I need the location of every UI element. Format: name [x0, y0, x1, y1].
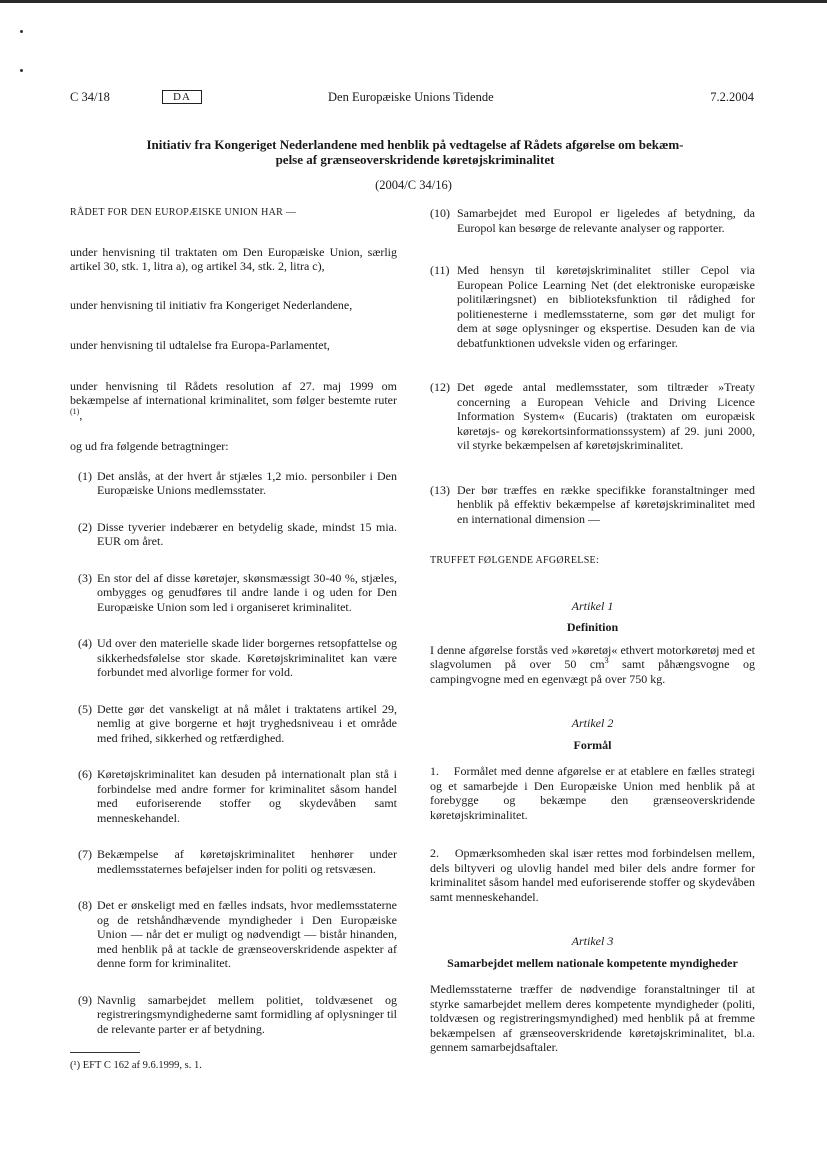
recital-number: (3) — [78, 570, 92, 585]
footnote: (¹) EFT C 162 af 9.6.1999, s. 1. — [70, 1060, 202, 1071]
right-column — [430, 206, 758, 1055]
recital-number: (12) — [430, 380, 450, 394]
recital-text: Der bør træffes en række specifikke foranstaltninger med henblik på effektiv bekæmpelse af køretøjskriminalitet med en international dimension — — [457, 482, 755, 526]
recital-item — [430, 483, 755, 527]
whereas-clause: og ud fra følgende betragtninger: — [70, 439, 229, 453]
article-2-paragraph-1: 1. Formålet med denne afgørelse er at etablere en fælles strategi og et samarbejde i Den Europæiske Union med henblik på at forebygge og bekæmpe den grænseoverskridende køretøjskriminalitet. — [430, 764, 758, 822]
language-code-box: DA — [162, 90, 202, 104]
document-number: (2004/C 34/16) — [375, 178, 452, 192]
recital-text: Dette gør det vanskeligt at nå målet i traktatens artikel 29, nemlig at give borgerne et højt tryghedsniveau i et område med frihed, sikkerhed og retfærdighed. — [97, 701, 397, 745]
recital-number: (10) — [430, 206, 450, 220]
article-1-title: Definition — [566, 620, 619, 634]
scan-speck — [20, 69, 23, 72]
journal-reference: C 34/18 — [70, 90, 110, 104]
title-line-1: Initiativ fra Kongeriget Nederlandene med henblik på vedtagelse af Rådets afgørelse om bekæm- — [146, 137, 684, 152]
article-3-title: Samarbejdet mellem nationale kompetente myndigheder — [447, 955, 738, 970]
recital-item — [430, 380, 755, 453]
recital-item — [70, 520, 397, 549]
recital-number: (4) — [78, 636, 92, 650]
recital-resolution-text: under henvisning til Rådets resolution af 27. maj 1999 om bekæmpelse af international kriminalitet, som følger bestemte ruter — [70, 378, 397, 407]
recital-number: (9) — [78, 992, 92, 1007]
recital-item — [70, 847, 397, 876]
recital-treaty: under henvisning til traktaten om Den Europæiske Union, særlig artikel 30, stk. 1, litra a), og artikel 34, stk. 2, litra c), — [70, 244, 397, 273]
article-2-title: Formål — [573, 737, 612, 752]
article-1-text-b: samt påhængsvogne og campingvogne med en egenvægt på over 750 kg. — [430, 657, 755, 686]
recital-number: (5) — [78, 701, 92, 716]
recital-resolution-end: , — [79, 407, 83, 422]
recital-item — [70, 571, 397, 615]
recital-item — [430, 263, 755, 350]
recital-number: (7) — [78, 847, 92, 861]
recital-item — [70, 898, 397, 971]
recital-item — [70, 636, 397, 680]
article-2-paragraph-2: 2. Opmærksomheden skal især rettes mod forbindelsen mellem, dels biltyveri og ulovlig handel med biler dels andre former for kriminalitet såsom handel med euforiserende stoffer og skydevåben samt menneskehandel. — [430, 846, 758, 904]
recital-number: (2) — [78, 519, 92, 534]
article-1-text-a: I denne afgørelse forstås ved »køretøj« ethvert motorkøretøj med et slagvolumen på over 50 cm — [430, 642, 755, 671]
footnote-rule — [70, 1052, 140, 1053]
recital-item — [70, 702, 397, 746]
recital-text: En stor del af disse køretøjer, skønsmæssigt 30-40 %, stjæles, ombygges og genudføres til andre lande i og uden for Den Europæiske Union som led i organiseret kriminalitet. — [97, 570, 397, 614]
recital-number: (8) — [78, 898, 92, 912]
preamble-intro: RÅDET FOR DEN EUROPÆISKE UNION HAR — — [70, 207, 297, 218]
recital-item — [430, 206, 755, 235]
document-title — [95, 137, 735, 167]
publication-date: 7.2.2004 — [710, 90, 754, 104]
recital-text: Disse tyverier indebærer en betydelig skade, mindst 15 mia. EUR om året. — [97, 519, 397, 548]
article-3-heading: Artikel 3 — [571, 934, 614, 948]
article-1-heading: Artikel 1 — [571, 598, 614, 613]
recital-text: Bekæmpelse af køretøjskriminalitet henhører under medlemsstaternes beføjelser inden for politi og retsvæsen. — [97, 847, 397, 876]
article-1-text — [430, 643, 755, 687]
recital-text: Det anslås, at der hvert år stjæles 1,2 mio. personbiler i Den Europæiske Unions medlemsstater. — [97, 468, 397, 497]
recital-number: (11) — [430, 263, 450, 277]
recital-text: Samarbejdet med Europol er ligeledes af betydning, da Europol kan besørge de relevante analyser og rapporter. — [457, 206, 755, 235]
recital-text: Med hensyn til køretøjskriminalitet stiller Cepol via European Police Learning Net (det elektroniske europæiske politilæringsnet) en biblioteksfunktion til rådighed for politienesterne i medlemsstaterne, som gør det muligt for dem at søge oplysninger og ekspertise. Desuden kan de via debatfunktionen udveksle viden og erfaringer. — [457, 263, 755, 350]
recital-resolution — [70, 379, 397, 423]
scan-speck — [20, 30, 23, 33]
recital-text: Det øgede antal medlemsstater, som tiltræder »Treaty concerning a European Vehicle and Driving Licence Information System« (Eucaris) (traktaten om europæisk køretøjs- og kørekortsinformationssystem) af 29. juni 2000, vil styrke bekæmpelsen af køretøjskriminalitet. — [457, 380, 755, 452]
top-rule — [0, 0, 827, 3]
recital-number: (1) — [78, 468, 92, 483]
adoption-clause: TRUFFET FØLGENDE AFGØRELSE: — [430, 555, 600, 566]
recital-initiative: under henvisning til initiativ fra Kongeriget Nederlandene, — [70, 297, 353, 312]
recital-text: Navnlig samarbejdet mellem politiet, toldvæsenet og registreringsmyndighederne samt formidling af oplysninger til de relevante parter er af betydning. — [97, 992, 397, 1036]
recital-parliament: under henvisning til udtalelse fra Europa-Parlamentet, — [70, 338, 330, 352]
running-header — [70, 90, 754, 106]
recital-number: (13) — [430, 482, 450, 497]
recital-item — [70, 993, 397, 1037]
article-2-heading: Artikel 2 — [571, 716, 614, 730]
article-3-text: Medlemsstaterne træffer de nødvendige foranstaltninger til at styrke samarbejdet mellem deres kompetente myndigheder (politi, toldvæsen og registreringsmyndighed) med henblik på at fremme bekæmpelsen af grænseoverskridende køretøjskriminalitet, bl.a. gennem samarbejdsaftaler. — [430, 982, 755, 1054]
title-line-2: pelse af grænseoverskridende køretøjskriminalitet — [275, 152, 555, 167]
recital-item — [70, 469, 397, 498]
journal-name: Den Europæiske Unions Tidende — [328, 90, 494, 104]
left-column — [70, 206, 397, 1074]
recital-text: Ud over den materielle skade lider borgernes retsopfattelse og sikkerhedsfølelse stor skade. Køretøjskriminalitet kan være forbundet med alvorlige former for vold. — [97, 636, 397, 679]
footnote-marker: (1) — [70, 406, 80, 416]
recital-item — [70, 767, 397, 825]
recital-text: Det er ønskeligt med en fælles indsats, hvor medlemsstaterne og de retshåndhævende myndigheder i Den Europæiske Union — når det er muligt og nødvendigt — bistår hinanden, med henblik på at tackle de grænseoverskridende aspekter af denne form for kriminalitet. — [97, 898, 397, 970]
superscript-exponent: 3 — [604, 656, 609, 665]
recital-text: Køretøjskriminalitet kan desuden på internationalt plan stå i forbindelse med andre former for kriminalitet såsom handel med euforiserende stoffer og skydevåben samt menneskehandel. — [97, 767, 397, 825]
recital-number: (6) — [78, 767, 92, 781]
